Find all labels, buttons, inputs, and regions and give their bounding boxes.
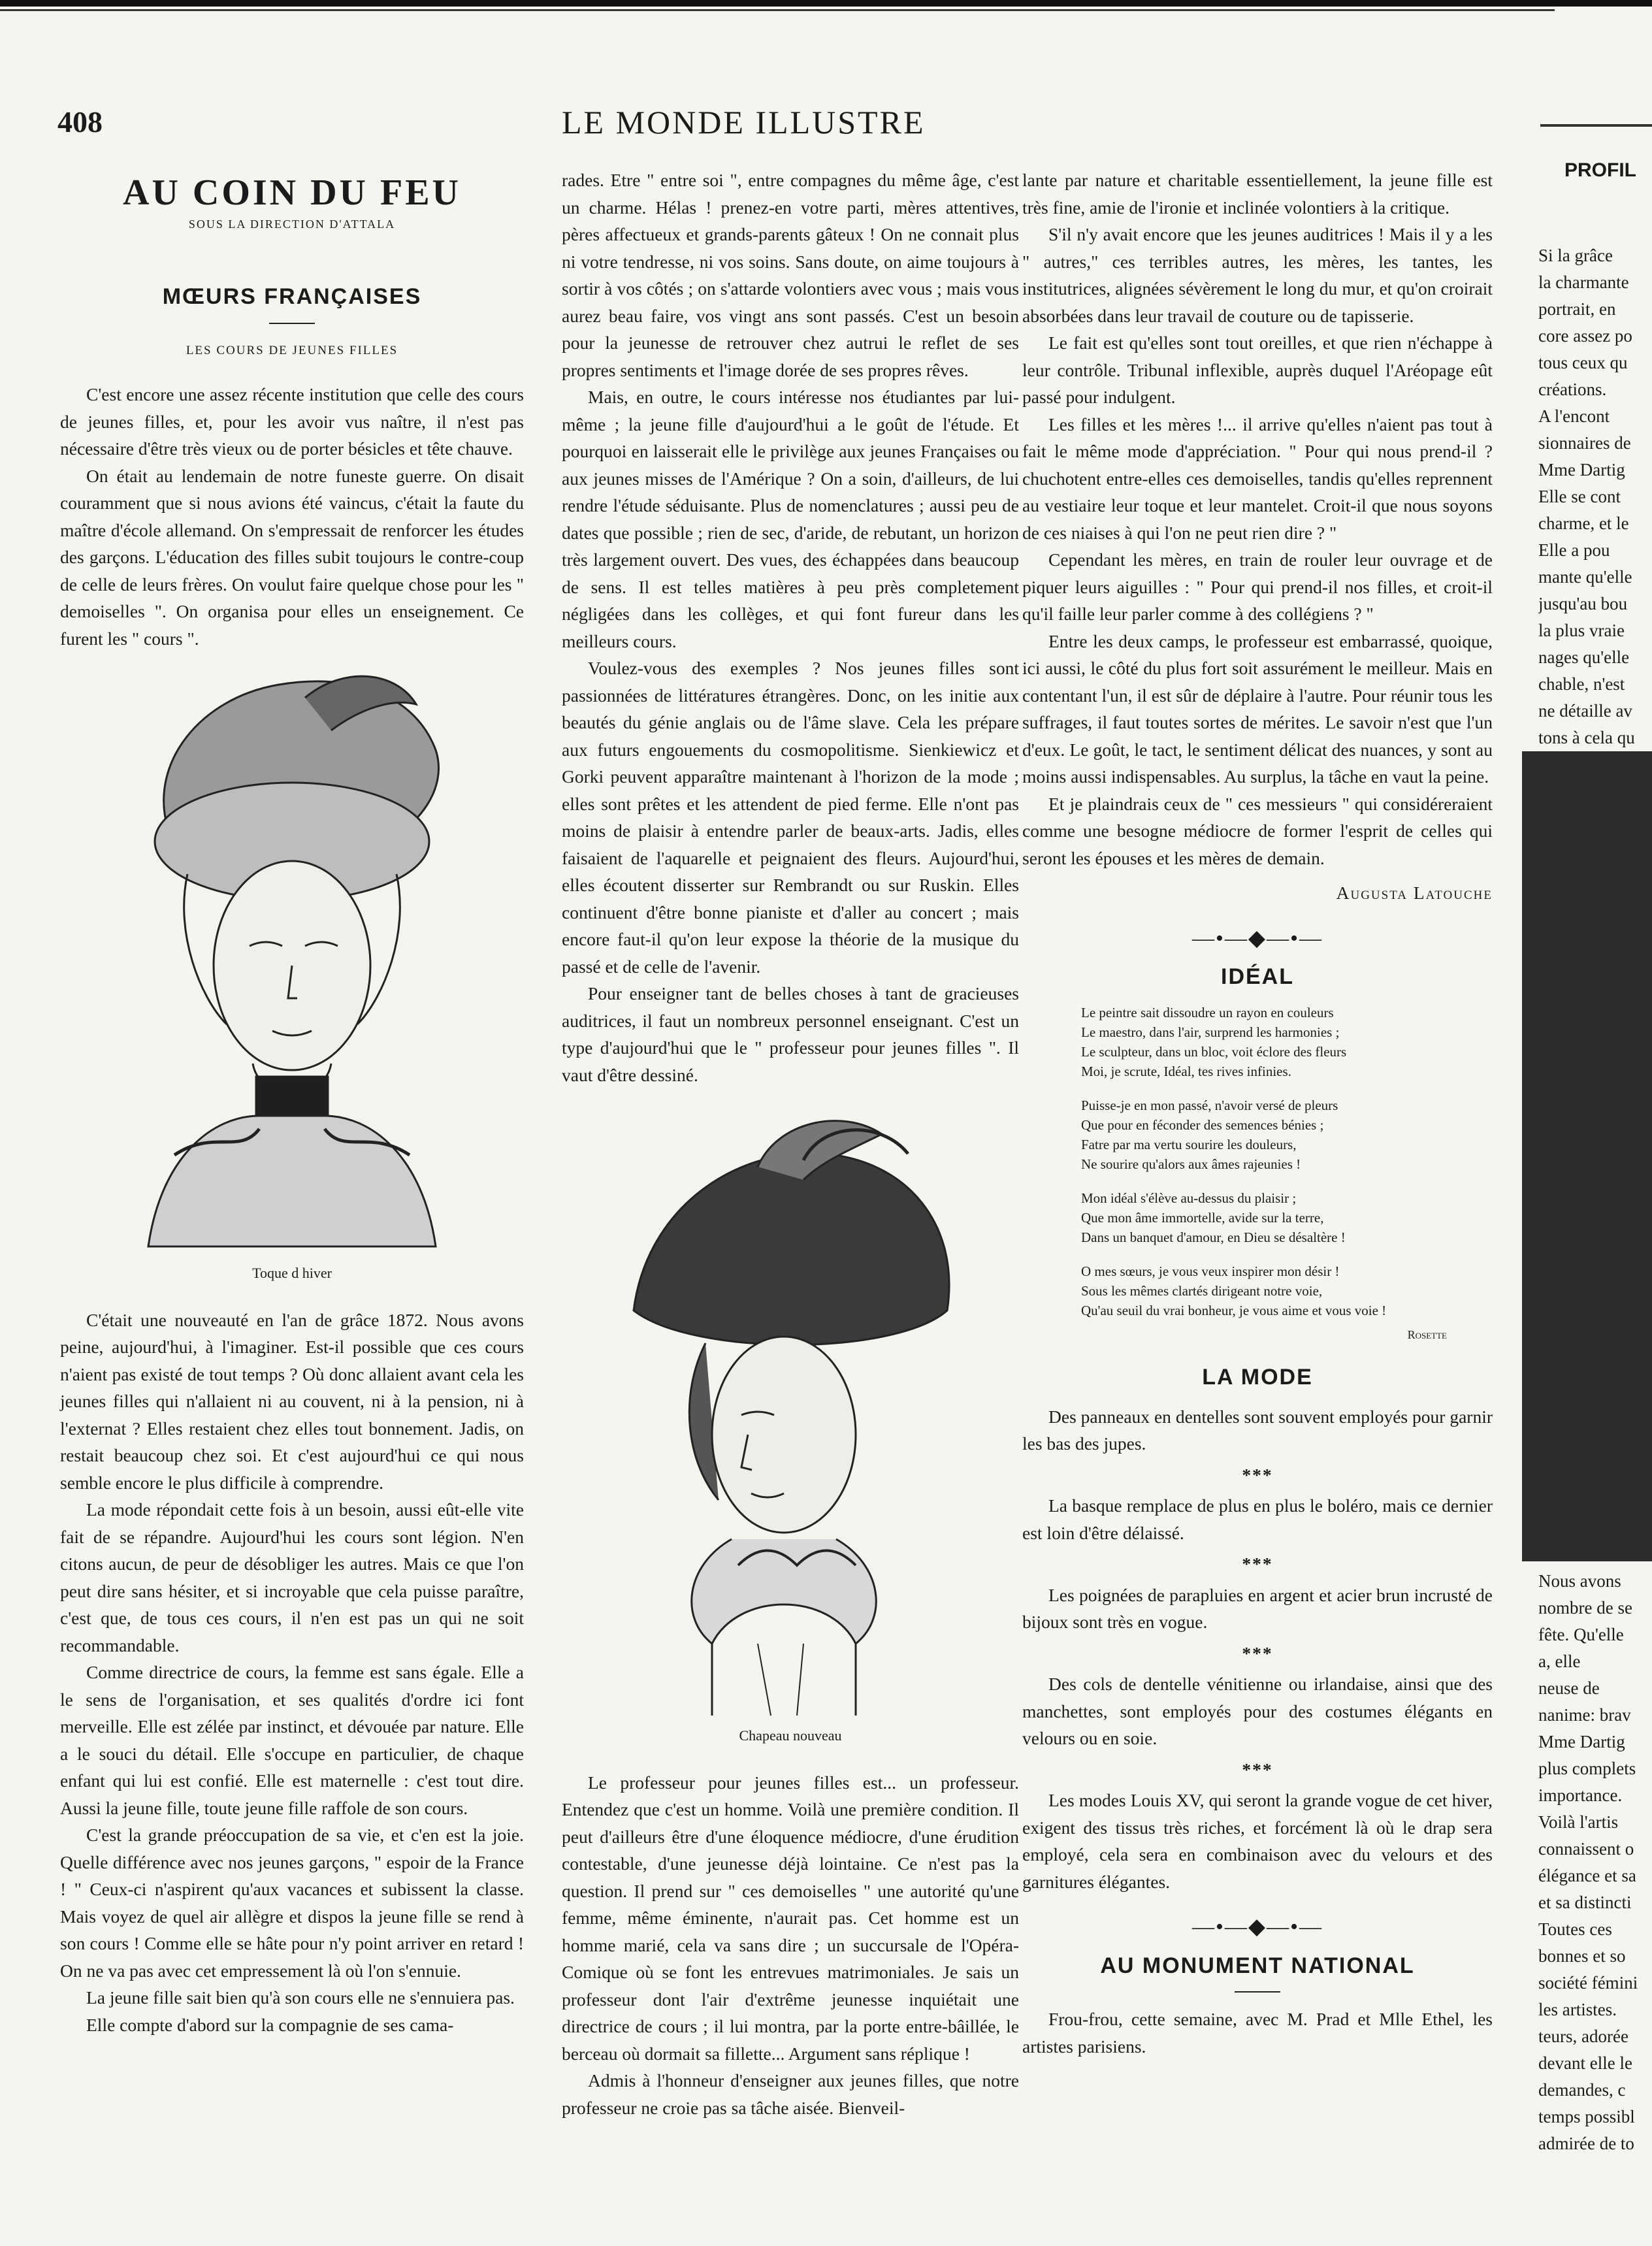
paragraph: Le professeur pour jeunes filles est... un professeur. Entendez que c'est un homme. Voilà une première condition. Il peut d'ailleurs être d'une éloquence médiocre, d'une érudition contestable, d'une jeunesse déjà lointaine. Ce n'est pas la question. Il prend sur " ces demoiselles " une autorité qu'une femme, même éminente, n'aurait pas. Cet homme est un homme marié, cela va sans dire ; un succursale de l'Opéra-Comique où se font les entrevues matrimoniales. Je sais un professeur dont l'air d'extrême jeunesse inquiétait une directrice de cours ; il lui montra, par la porte entre-bâillée, le berceau où dormait sa fillette... Argument sans réplique ! — [562, 1772, 1019, 2064]
paragraph: Admis à l'honneur d'enseigner aux jeunes filles, que notre professeur ne croie pas sa tâche aisée. Bienveil- — [562, 2070, 1019, 2118]
truncated-line: Voilà l'artis — [1538, 1812, 1619, 1832]
article-paragraphs-a — [60, 381, 524, 652]
truncated-line: tous ceux qu — [1538, 353, 1628, 372]
stars-separator: *** — [1242, 1464, 1273, 1485]
truncated-line: Mme Dartig — [1538, 1732, 1625, 1751]
paragraph: C'est encore une assez récente institution que celle des cours de jeunes filles, et, pour les avoir vus naître, il n'est pas nécessaire d'être très vieux ou de porter bésicles et tête chauve. — [60, 384, 524, 459]
truncated-line: Si la grâce — [1538, 246, 1613, 265]
paragraph: rades. Etre " entre soi ", entre compagnes du même âge, c'est un charme. Hélas ! prenez-en votre parti, mères attentives, pères affectueux et grands-parents gâteux ! On ne connait plus ni votre tendresse, ni vos soins. Sans doute, on aime toujours à sortir à vos côtés ; on s'attarde volontiers avec vous ; mais vous aurez beau faire, vos vingt ans sont passés. C'est un besoin pour la jeunesse de retrouver chez autrui le reflet de ses propres sentiments et l'image dorée de ses propres rêves. — [562, 170, 1019, 380]
poem-line: Le peintre sait dissoudre un rayon en couleurs — [1081, 1004, 1334, 1020]
mode-item: Des panneaux en dentelles sont souvent employés pour garnir les bas des jupes. — [1022, 1406, 1493, 1454]
truncated-line: Toutes ces — [1538, 1919, 1612, 1939]
paragraph: Entre les deux camps, le professeur est embarrassé, quoique, ici aussi, le côté du plus fort soit assurément le meilleur. Mais en contentant l'un, il est sûr de déplaire à l'autre. Pour réunir tous les suffrages, il faut toutes sortes de mérites. Le savoir n'est que l'un d'eux. Le goût, le tact, le sentiment délicat des nuances, y sont au moins aussi indispensables. Au surplus, la tâche en vaut la peine. — [1022, 630, 1493, 787]
divider — [1235, 1991, 1280, 1993]
truncated-line: plus complets — [1538, 1759, 1636, 1778]
fleuron-divider: —•—◆—•— — [1192, 926, 1323, 951]
mode-title: LA MODE — [1202, 1365, 1313, 1390]
truncated-line: portrait, en — [1538, 299, 1616, 319]
truncated-line: la charmante — [1538, 272, 1629, 292]
mode-item: La basque remplace de plus en plus le boléro, mais ce dernier est loin d'être délaissé. — [1022, 1495, 1493, 1543]
paragraph: Pour enseigner tant de belles choses à tant de gracieuses auditrices, il faut un nombreux personnel enseignant. C'est un type d'aujourd'hui que le " professeur pour jeunes filles ". Il vaut d'être dessiné. — [562, 983, 1019, 1085]
truncated-line: temps possibl — [1538, 2107, 1635, 2126]
paragraph: Le fait est qu'elles sont tout oreilles, et que rien n'échappe à leur contrôle. Tribunal inflexible, auprès duquel l'Aréopage eût passé pour indulgent. — [1022, 333, 1493, 407]
truncated-line: neuse de — [1538, 1678, 1600, 1698]
truncated-line: les artistes. — [1538, 2000, 1617, 2019]
fleuron-divider: —•—◆—•— — [1192, 1915, 1323, 1939]
mode-item: Les poignées de parapluies en argent et acier brun incrusté de bijoux sont très en vogue. — [1022, 1584, 1493, 1632]
article-paragraphs-c — [562, 167, 1019, 1088]
woman-with-toque-illustration — [109, 659, 475, 1260]
monument-text: Frou-frou, cette semaine, avec M. Prad et Mlle Ethel, les artistes parisiens. — [1022, 2009, 1493, 2057]
column-3 — [1022, 167, 1493, 2060]
truncated-line: Nous avons — [1538, 1571, 1621, 1591]
poem-signature: Rosette — [1407, 1327, 1447, 1341]
column-4-title: PROFIL — [1564, 159, 1636, 181]
truncated-line: Elle a pou — [1538, 540, 1610, 560]
poem-line: Le sculpteur, dans un bloc, voit éclore des fleurs — [1081, 1043, 1347, 1060]
paragraph: Voulez-vous des exemples ? Nos jeunes filles sont passionnées de littératures étrangères. Donc, on les initie aux beautés du génie anglais ou de l'âme slave. Cela les prépare aux futurs engouements du cosmopolitisme. Sienkiewicz et Gorki peuvent apparaître maintenant à l'horizon de la mode ; elles sont prêtes et les attendent de pied ferme. Elle n'ont pas moins de plaisir à entendre parler de beaux-arts. Jadis, elles faisaient de l'aquarelle et peignaient des fleurs. Aujourd'hui, elles écoutent disserter sur Rembrandt ou sur Ruskin. Elles continuent d'être bonne pianiste et d'aller au concert ; mais encore faut-il qu'on leur expose la théorie de la musique du passé et de celle de l'avenir. — [562, 658, 1019, 977]
divider — [269, 323, 315, 324]
truncated-line: core assez po — [1538, 326, 1632, 346]
paragraph: Cependant les mères, en train de rouler leur ouvrage et de piquer leurs aiguilles : " Pour qui prend-il nos filles, et croit-il qu'il faille leur parler comme à des collégiens ? " — [1022, 549, 1493, 624]
article-subtitle: LES COURS DE JEUNES FILLES — [186, 343, 398, 357]
poem-line: Que mon âme immortelle, avide sur la terre, — [1081, 1209, 1324, 1226]
truncated-line: ne détaille av — [1538, 701, 1632, 721]
stars-separator: *** — [1242, 1642, 1273, 1663]
column-4-partial — [1538, 124, 1652, 805]
paragraph: Et je plaindrais ceux de " ces messieurs " qui considéreraient comme une besogne médiocre de former l'esprit de celles qui seront les épouses et les mères de demain. — [1022, 793, 1493, 868]
paragraph: lante par nature et charitable essentiellement, la jeune fille est très fine, amie de l'ironie et inclinée volontiers à la critique. — [1022, 170, 1493, 218]
truncated-line: créations. — [1538, 380, 1607, 399]
poem-stanza — [1081, 1261, 1434, 1320]
truncated-line: nombre de se — [1538, 1598, 1632, 1618]
truncated-line: tons à cela qu — [1538, 728, 1635, 747]
truncated-line: Mme Dartig — [1538, 460, 1625, 480]
truncated-line: a, elle — [1538, 1652, 1581, 1671]
article-paragraphs-e — [1022, 167, 1493, 871]
mode-item: Des cols de dentelle vénitienne ou irlandaise, ainsi que des manchettes, sont employés pour des costumes élégants en velours ou en soie. — [1022, 1674, 1493, 1748]
portrait-image-partial — [1522, 751, 1652, 1561]
figure-chapeau — [562, 1095, 1019, 1750]
truncated-line: et sa distincti — [1538, 1893, 1632, 1912]
paragraph: S'il n'y avait encore que les jeunes auditrices ! Mais il y a les " autres," ces terribles autres, les mères, les tantes, les institutrices, alignées sévèrement le long du mur, et qu'on croirait absorbées dans leur travail de couture ou de tapisserie. — [1022, 224, 1493, 326]
paragraph: C'est la grande préoccupation de sa vie, et c'en est la joie. Quelle différence avec nos jeunes garçons, " espoir de la France ! " Ceux-ci n'aspirent qu'aux vacances et subissent la classe. Mais voyez de quel air allègre et dispos la jeune fille se rend à son cours ! Comme elle se hâte pour n'y point arriver en retard ! On ne va pas avec cet empressement là où l'on s'ennuie. — [60, 1825, 524, 1981]
poem-line: Sous les mêmes clartés dirigeant notre voie, — [1081, 1282, 1323, 1299]
truncated-line: société fémini — [1538, 1973, 1638, 1993]
poem-title: IDÉAL — [1221, 964, 1294, 989]
poem-line: Moi, je scrute, Idéal, tes rives infinies. — [1081, 1063, 1291, 1079]
paragraph: La jeune fille sait bien qu'à son cours elle ne s'ennuiera pas. — [86, 1987, 515, 2008]
truncated-line: bonnes et so — [1538, 1946, 1626, 1966]
paragraph: Comme directrice de cours, la femme est sans égale. Elle a le sens de l'organisation, et ses qualités d'ordre ici font merveille. Elle est zélée par instinct, et dévouée par nature. Elle a le souci du détail. Elle s'occupe en particulier, de chaque enfant qui lui est confié. Elle est maternelle : c'est tout dire. Aussi la jeune fille, toute jeune fille raffole de son cours. — [60, 1662, 524, 1818]
article-paragraphs-d — [562, 1769, 1019, 2122]
poem-line: Dans un banquet d'amour, en Dieu se désaltère ! — [1081, 1229, 1346, 1245]
article-paragraphs-b — [60, 1307, 524, 2039]
masthead: LE MONDE ILLUSTRE — [562, 104, 926, 140]
paragraph: C'était une nouveauté en l'an de grâce 1872. Nous avons peine, aujourd'hui, à l'imaginer. Est-il possible que ces cours n'aient pas existé de tout temps ? Où donc allaient avant cela les jeunes filles qui n'allaient ni au couvent, ni à la pension, ni à l'externat ? Elles restaient chez elles tout bonnement. Jadis, on restait beaucoup chez soi. Et c'est aujourd'hui ce qui nous semble encore le plus difficile à comprendre. — [60, 1309, 524, 1493]
poem-stanza — [1081, 1096, 1434, 1174]
figure-toque — [60, 659, 524, 1287]
paragraph: Les filles et les mères !... il arrive qu'elles n'aient pas tout à fait le même mode d'appréciation. " Pour qui nous prend-il ? chuchotent entre-elles ces demoiselles, tandis qu'elles reprennent au vestiaire leur toque et leur mantelet. Croit-il que nous soyons de ces niaises à qui l'on ne peut rien dire ? " — [1022, 414, 1493, 543]
paragraph: Mais, en outre, le cours intéresse nos étudiantes par lui-même ; la jeune fille d'aujourd'hui a le goût de l'étude. Et pourquoi en laisserait elle le privilège aux jeunes Françaises ou aux jeunes misses de l'Amérique ? On a soin, d'ailleurs, de lui rendre l'étude séduisante. Plus de nomenclatures ; aussi peu de dates que possible ; rien de sec, d'aride, de rebutant, un horizon très largement ouvert. Des vues, des échappées dans beaucoup de sens. Il est telles matières à peu près completement négligées dans les collèges, et qui font fureur dans les meilleurs cours. — [562, 387, 1019, 651]
poem-line: Qu'au seuil du vrai bonheur, je vous aime et vous voie ! — [1081, 1302, 1387, 1318]
truncated-line: charme, et le — [1538, 513, 1629, 533]
truncated-line: nanime: brav — [1538, 1705, 1631, 1725]
paragraph: La mode répondait cette fois à un besoin, aussi eût-elle vite fait de se répandre. Aujourd'hui les cours sont légion. N'en citons aucun, de peur de désobliger les autres. Mais ce que l'on peut dire sans hésiter, et si incroyable que cela puisse paraître, c'est que, de tous ces cours, il n'en est pas un qui ne soit recommandable. — [60, 1499, 524, 1655]
truncated-line: sionnaires de — [1538, 433, 1631, 453]
truncated-line: devant elle le — [1538, 2053, 1632, 2073]
poem-line: O mes sœurs, je vous veux inspirer mon désir ! — [1081, 1263, 1340, 1279]
poem-line: Le maestro, dans l'air, surprend les harmonies ; — [1081, 1024, 1340, 1040]
stars-separator: *** — [1242, 1554, 1273, 1574]
truncated-line: jusqu'au bou — [1538, 594, 1628, 613]
column-2 — [562, 167, 1019, 2121]
page-number: 408 — [57, 105, 103, 138]
poem-line: Mon idéal s'élève au-dessus du plaisir ; — [1081, 1190, 1297, 1206]
column-1 — [60, 167, 524, 2038]
truncated-line: teurs, adorée — [1538, 2026, 1628, 2046]
poem-stanza — [1081, 1188, 1434, 1247]
woman-with-hat-illustration — [607, 1095, 973, 1722]
poem-line: Fatre par ma vertu sourire les douleurs, — [1081, 1136, 1297, 1152]
truncated-line: élégance et sa — [1538, 1866, 1636, 1885]
truncated-line: chable, n'est — [1538, 674, 1625, 694]
truncated-line: A l'encont — [1538, 406, 1610, 426]
poem-line: Que pour en féconder des semences bénies ; — [1081, 1116, 1324, 1133]
author-signature: Augusta Latouche — [1336, 883, 1493, 903]
poem-stanza — [1081, 1003, 1434, 1081]
mode-items — [1022, 1403, 1493, 1896]
figure-caption: Toque d hiver — [252, 1265, 332, 1281]
poem-line: Ne sourire qu'alors aux âmes rajeunies ! — [1081, 1156, 1301, 1172]
truncated-line: nages qu'elle — [1538, 647, 1630, 667]
section-subtitle: SOUS LA DIRECTION D'ATTALA — [188, 217, 396, 231]
section-title: AU COIN DU FEU — [123, 172, 461, 213]
truncated-line: demandes, c — [1538, 2080, 1626, 2100]
article-title: MŒURS FRANÇAISES — [162, 284, 422, 309]
truncated-line: la plus vraie — [1538, 621, 1625, 640]
paragraph: On était au lendemain de notre funeste guerre. On disait couramment que si nous avions été vaincus, c'était la faute du maître d'école allemand. On s'empressait de renforcer les études des garçons. L'éducation des filles subit toujours le contre-coup de celle de leurs frères. On voulut faire quelque chose pour les " demoiselles ". On organisa pour elles un enseignement. Ce furent les " cours ". — [60, 465, 524, 649]
stars-separator: *** — [1242, 1759, 1273, 1780]
paragraph: Elle compte d'abord sur la compagnie de ses cama- — [86, 2014, 454, 2035]
truncated-line: admirée de to — [1538, 2134, 1634, 2153]
top-border — [0, 0, 1652, 7]
truncated-line: Elle se cont — [1538, 487, 1621, 506]
mode-item: Les modes Louis XV, qui seront la grande vogue de cet hiver, exigent des tissus très riches, et forcément là où le drap sera employé, cela sera en combinaison avec du velours et des garnitures élégantes. — [1022, 1790, 1493, 1892]
poem-line: Puisse-je en mon passé, n'avoir versé de pleurs — [1081, 1097, 1338, 1113]
column-4-partial-b — [1538, 1568, 1652, 2157]
figure-caption: Chapeau nouveau — [739, 1727, 842, 1744]
truncated-line: fête. Qu'elle — [1538, 1625, 1624, 1644]
column-4-lines-b — [1538, 1568, 1652, 2157]
truncated-line: mante qu'elle — [1538, 567, 1632, 587]
truncated-line: connaissent o — [1538, 1839, 1634, 1859]
truncated-line: importance. — [1538, 1785, 1623, 1805]
monument-title: AU MONUMENT NATIONAL — [1100, 1953, 1415, 1978]
column-4-lines-a — [1538, 242, 1652, 805]
top-border-thin — [0, 9, 1555, 11]
